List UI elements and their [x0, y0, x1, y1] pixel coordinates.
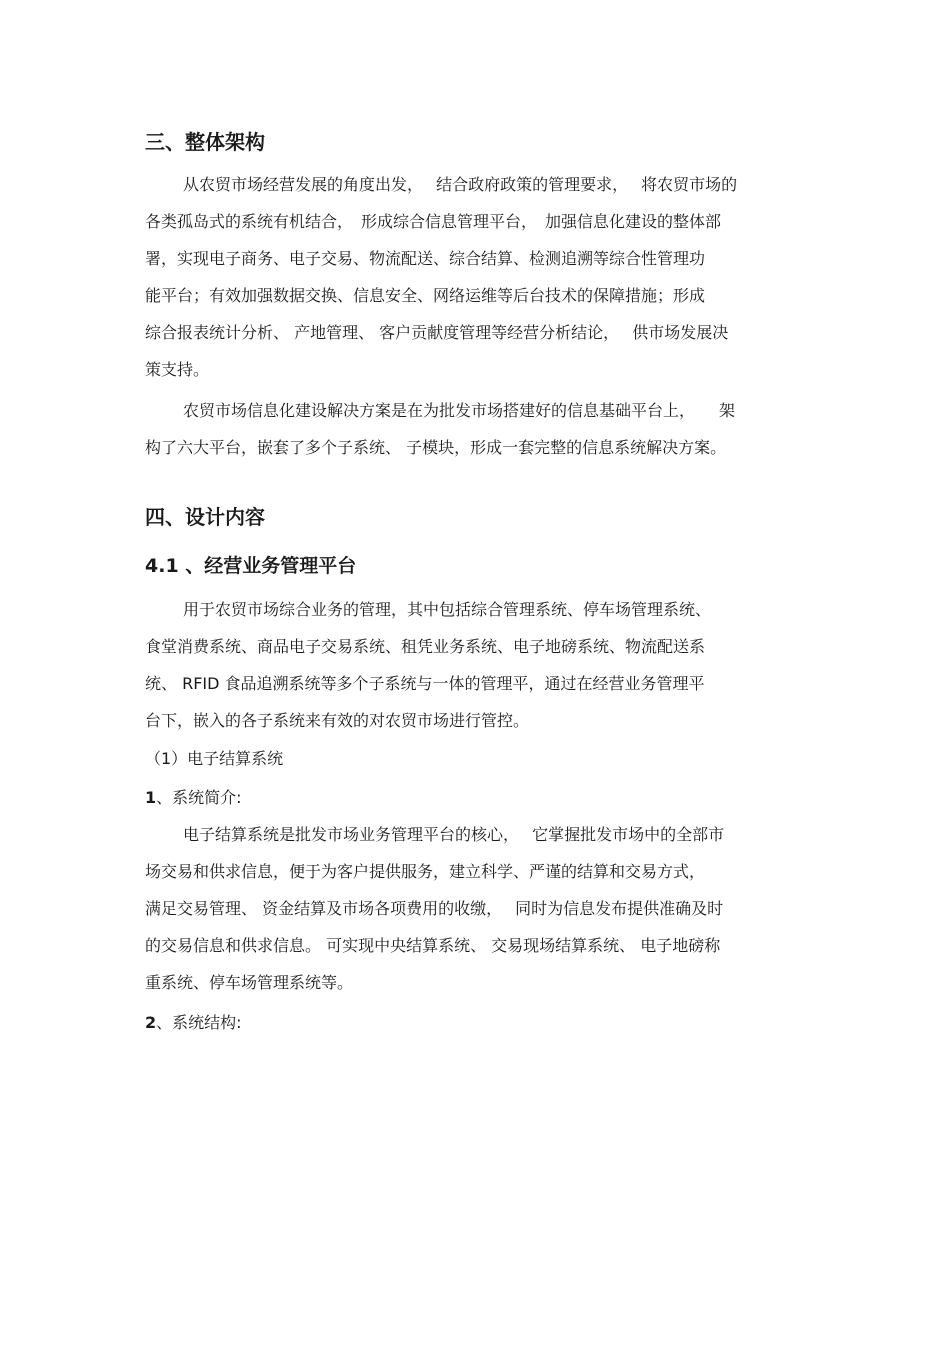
paragraph-line: 满足交易管理、 资金结算及市场各项费用的收缴， 同时为信息发布提供准确及时: [145, 899, 724, 918]
paragraph-line: 综合报表统计分析、 产地管理、 客户贡献度管理等经营分析结论， 供市场发展决: [145, 323, 729, 342]
paragraph-line: 能平台；有效加强数据交换、信息安全、网络运维等后台技术的保障措施；形成: [145, 286, 706, 305]
paragraph-line: 农贸市场信息化建设解决方案是在为批发市场搭建好的信息基础平台上， 架: [183, 401, 736, 420]
system-structure-label: [145, 1011, 815, 1035]
section-4-heading: 四、设计内容: [145, 505, 265, 529]
section-3-heading: 三、整体架构: [145, 130, 265, 154]
paragraph-line: 台下，嵌入的各子系统来有效的对农贸市场进行管控。: [145, 711, 530, 730]
paragraph-line: 署，实现电子商务、电子交易、物流配送、综合结算、检测追溯等综合性管理功: [145, 249, 706, 268]
paragraph-line: 策支持。: [145, 360, 210, 379]
paragraph-line: 的交易信息和供求信息。 可实现中央结算系统、 交易现场结算系统、 电子地磅称: [145, 936, 721, 955]
paragraph-line: 重系统、停车场管理系统等。: [145, 973, 354, 992]
item-number: 2: [145, 1013, 157, 1032]
paragraph-line: 各类孤岛式的系统有机结合， 形成综合信息管理平台， 加强信息化建设的整体部: [145, 212, 722, 231]
paragraph-line: 场交易和供求信息，便于为客户提供服务，建立科学、严谨的结算和交易方式，: [145, 862, 706, 881]
paragraph-line: 从农贸市场经营发展的角度出发， 结合政府政策的管理要求， 将农贸市场的: [183, 175, 738, 194]
system-1-title: （1）电子结算系统: [145, 749, 284, 768]
paragraph-line: 构了六大平台，嵌套了多个子系统、 子模块，形成一套完整的信息系统解决方案。: [145, 438, 727, 457]
subsection-4-1-heading: 4.1 、经营业务管理平台: [145, 555, 357, 577]
paragraph-line: 食堂消费系统、商品电子交易系统、租凭业务系统、电子地磅系统、物流配送系: [145, 637, 706, 656]
system-intro-paragraph: [145, 816, 815, 1001]
section-3-paragraph-1: [145, 166, 815, 388]
section-3-paragraph-2: [145, 392, 815, 466]
subsection-4-1-paragraph: [145, 591, 815, 739]
item-label: 、系统结构:: [156, 1013, 242, 1032]
system-intro-label: [145, 786, 815, 810]
paragraph-line: 用于农贸市场综合业务的管理，其中包括综合管理系统、停车场管理系统、: [183, 600, 712, 619]
paragraph-line: 统、 RFID 食品追溯系统等多个子系统与一体的管理平，通过在经营业务管理平: [145, 674, 705, 693]
item-number: 1: [145, 788, 157, 807]
item-label: 、系统简介:: [156, 788, 242, 807]
paragraph-line: 电子结算系统是批发市场业务管理平台的核心， 它掌握批发市场中的全部市: [183, 825, 725, 844]
